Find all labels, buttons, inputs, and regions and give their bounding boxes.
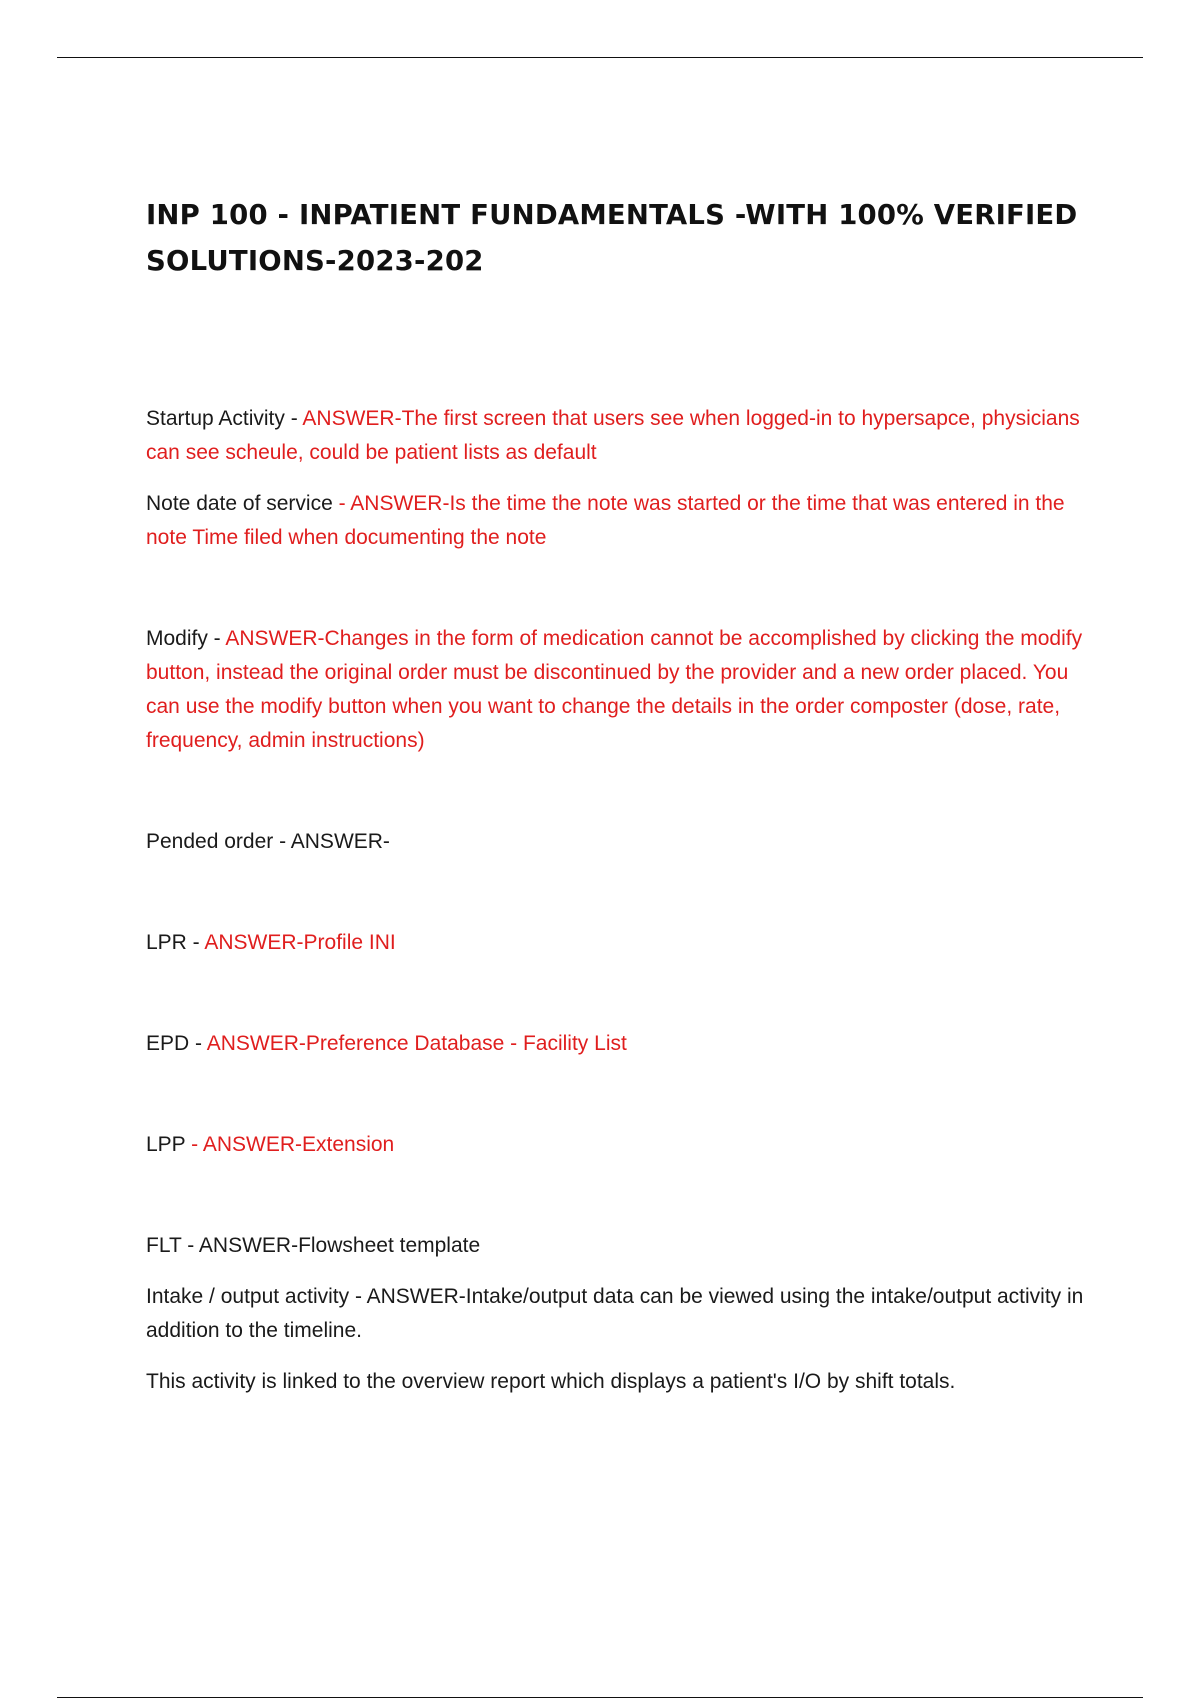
entry-term: Intake / output activity - ANSWER-Intake/output data can be viewed using the intake/output activity in addition to the timeline. bbox=[146, 1285, 1084, 1342]
entry-note-date-of-service bbox=[146, 487, 1096, 555]
entry-term: Startup Activity - bbox=[146, 407, 303, 430]
entry-pended-order bbox=[146, 825, 1096, 859]
entry-epd bbox=[146, 1027, 1096, 1061]
entry-answer: - ANSWER-Extension bbox=[191, 1133, 395, 1156]
entry-answer: ANSWER-Preference Database - Facility List bbox=[206, 1032, 627, 1055]
entry-answer: ANSWER-Changes in the form of medication cannot be accomplished by clicking the modify button, instead the original order must be discontinued by the provider and a new order placed. You can use the modify button when you want to change the details in the order composter (dose, rate, frequency, admin instructions) bbox=[146, 627, 1083, 752]
entry-overview-report-note bbox=[146, 1365, 1096, 1399]
entry-startup-activity bbox=[146, 402, 1096, 470]
entry-term: LPP bbox=[146, 1133, 192, 1156]
entry-term: Modify - bbox=[146, 627, 226, 650]
entry-lpp bbox=[146, 1128, 1096, 1162]
entry-modify bbox=[146, 622, 1096, 758]
entry-term: Note date of service bbox=[146, 492, 339, 515]
entry-term: EPD - bbox=[146, 1032, 207, 1055]
entry-term: LPR - bbox=[146, 931, 205, 954]
entry-lpr bbox=[146, 926, 1096, 960]
entry-term: This activity is linked to the overview report which displays a patient's I/O by shift totals. bbox=[146, 1370, 956, 1393]
top-rule bbox=[57, 57, 1143, 58]
entry-term: Pended order - ANSWER- bbox=[146, 830, 390, 853]
entry-term: FLT - ANSWER-Flowsheet template bbox=[146, 1234, 481, 1257]
entry-answer: ANSWER-The first screen that users see when logged-in to hypersapce, physicians can see scheule, could be patient lists as default bbox=[146, 407, 1080, 464]
bottom-rule bbox=[57, 1697, 1143, 1698]
entry-intake-output-activity bbox=[146, 1280, 1096, 1348]
document-title: INP 100 - INPATIENT FUNDAMENTALS -WITH 100% VERIFIED SOLUTIONS-2023-202 bbox=[146, 199, 1078, 277]
entry-answer: ANSWER-Profile INI bbox=[204, 931, 396, 954]
entry-answer: - ANSWER-Is the time the note was started or the time that was entered in the note Time filed when documenting the note bbox=[146, 492, 1065, 549]
entry-flt bbox=[146, 1229, 1096, 1263]
